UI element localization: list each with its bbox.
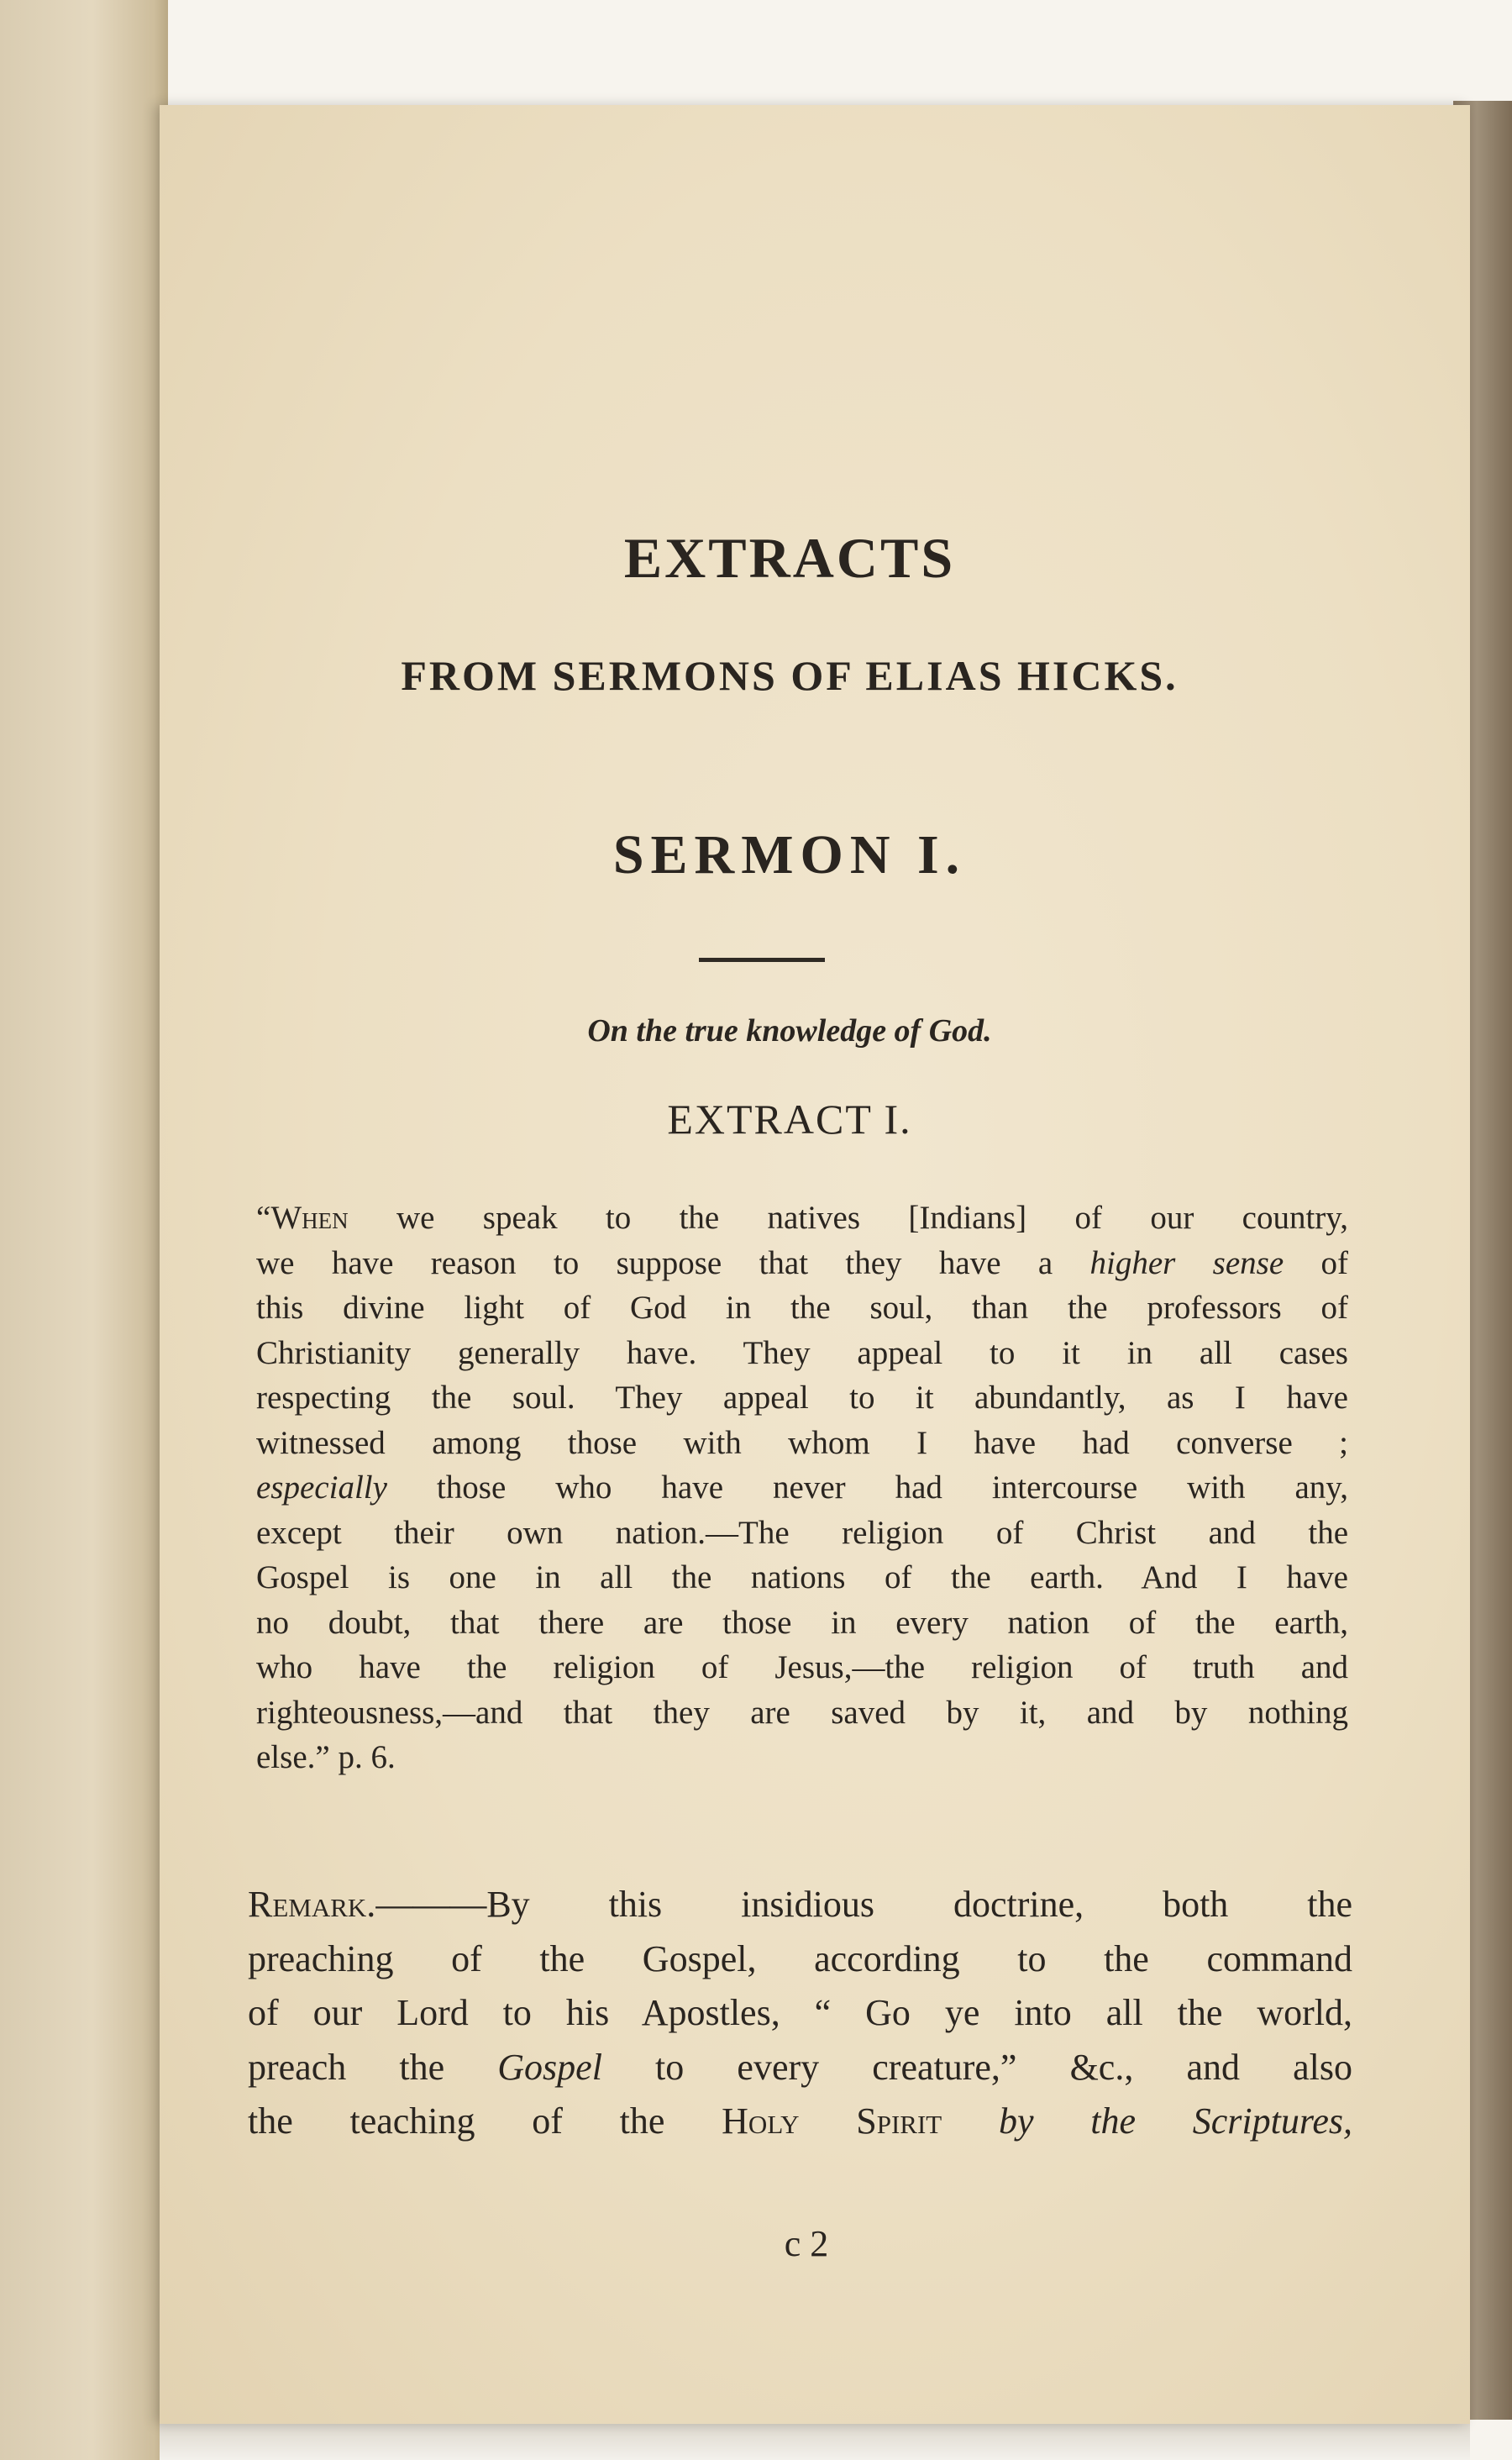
- divider-rule: [699, 958, 825, 962]
- sermon-heading: SERMON I.: [612, 824, 967, 886]
- quote-line: we have reason to suppose that they have a higher sense of: [256, 1244, 1348, 1281]
- remark-line: the teaching of the Holy Spirit by the Scriptures,: [248, 2100, 1352, 2142]
- extract-quote: [256, 1196, 1348, 1780]
- quote-line: who have the religion of Jesus,—the religion of truth and: [256, 1649, 1348, 1685]
- sermon-topic: On the true knowledge of God.: [587, 1013, 992, 1049]
- signature-mark: c 2: [784, 2223, 829, 2264]
- quote-line: “When we speak to the natives [Indians] of our country,: [256, 1200, 1348, 1236]
- quote-line: righteousness,—and that they are saved by it, and by nothing: [256, 1694, 1348, 1731]
- page-subtitle: FROM SERMONS OF ELIAS HICKS.: [401, 652, 1179, 699]
- book-page: [160, 105, 1470, 2424]
- remark-line: of our Lord to his Apostles, “ Go ye into all the world,: [248, 1992, 1352, 2033]
- remark-line: preaching of the Gospel, according to the command: [248, 1937, 1352, 1979]
- remark-line: Remark.———By this insidious doctrine, both the: [248, 1884, 1352, 1925]
- remark-paragraph: [248, 1878, 1352, 2149]
- quote-line: no doubt, that there are those in every nation of the earth,: [256, 1604, 1348, 1641]
- quote-line: Christianity generally have. They appeal to it in all cases: [256, 1334, 1348, 1371]
- extract-heading: EXTRACT I.: [667, 1096, 912, 1143]
- quote-line: witnessed among those with whom I have had converse ;: [256, 1424, 1348, 1461]
- quote-line: this divine light of God in the soul, than the professors of: [256, 1290, 1348, 1326]
- quote-line: except their own nation.—The religion of Christ and the: [256, 1514, 1348, 1551]
- quote-line: respecting the soul. They appeal to it abundantly, as I have: [256, 1380, 1348, 1416]
- quote-line: else.” p. 6.: [256, 1739, 396, 1775]
- previous-leaf-edge: [0, 0, 168, 2460]
- remark-line: preach the Gospel to every creature,” &c., and also: [248, 2046, 1352, 2088]
- quote-line: especially those who have never had intercourse with any,: [256, 1469, 1348, 1506]
- page-title: EXTRACTS: [623, 526, 956, 590]
- quote-line: Gospel is one in all the nations of the earth. And I have: [256, 1559, 1348, 1595]
